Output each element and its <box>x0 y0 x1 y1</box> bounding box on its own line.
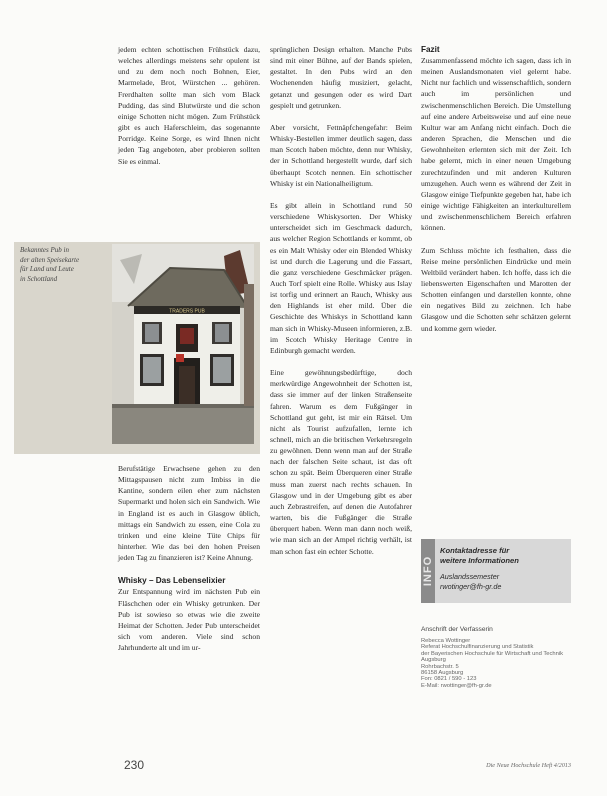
text-column-1-top <box>118 44 260 167</box>
text-column-2 <box>270 44 412 557</box>
text-column-3 <box>421 44 571 334</box>
address-line: E-Mail: rwottinger@fh-gr.de <box>421 682 492 689</box>
paragraph: Berufstätige Erwachsene gehen zu den Mittagspausen nicht zum Imbiss in die Kantine, sondern eilen eher zum nächsten Supermarkt und holen sich ein Sandwich. Wie in England ist es auch in Glasgow üblich, mittags ein Sandwich zu essen, eine Cola zu trinken und eine kleine Tüte Chips für hinterher. Wie das bei den hohen Preisen jeden Tag zu finanzieren ist? Keine Ahnung. <box>118 464 260 563</box>
paragraph: Aber vorsicht, Fettnäpfchengefahr: Beim Whisky-Bestellen immer deutlich sagen, dass man Scotch haben möchte, denn nur Whisky, der in Schottland hergestellt wurde, darf sich überhaupt Scotch nennen. Ein schottischer Whisky ist ein Nationalheiligtum. <box>270 122 412 188</box>
page-number: 230 <box>124 758 145 772</box>
section-heading-whisky: Whisky – Das Lebenselixier <box>118 576 226 586</box>
address-heading: Anschrift der Verfasserin <box>421 626 493 633</box>
author-address <box>421 625 571 689</box>
text-column-1-bottom <box>118 463 260 653</box>
section-heading-fazit: Fazit <box>421 45 440 54</box>
paragraph: Zur Entspannung wird im nächsten Pub ein Fläschchen oder ein Whisky getrunken. Der Pub ist sowieso so etwas wie die zweite Heimat der Schotten. Jeder Pub unterscheidet sich vom anderen. Viele sind schon Jahrhunderte alt und im ur- <box>118 587 260 653</box>
journal-name: Die Neue Hochschule Heft 4/2013 <box>486 762 571 769</box>
paragraph: Zusammenfassend möchte ich sagen, dass ich in meinen Auslandsmonaten viel gelernt habe. Nicht nur fachlich und wissenschaftlich, sondern auch im persönlichen und zwischenmenschlichen Bereich. Die Umstellung auf eine andere Arbeitsweise und auf eine neue Kultur war am Anfang nicht einfach. Doch die anderen Sprachen, die Menschen und die Gewohnheiten erlernten sich mit der Zeit. Ich habe gelernt, mich in einer neuen Umgebung zurechtzufinden und mit anderen Kulturen umzugehen. Auch wenn es während der Zeit in Glasgow einige Tiefpunkte gegeben hat, habe ich einige wichtige Fähigkeiten an interkulturellem und zwischenmenschlichem Bereich erfahren können. <box>421 56 571 233</box>
address-line: Rebecca Wottinger <box>421 638 471 644</box>
info-title-line-1: Kontaktadresse für <box>440 546 510 555</box>
address-line: Fon: 0821 / 590 - 123 <box>421 676 477 683</box>
paragraph: Es gibt allein in Schottland rund 50 verschiedene Whiskysorten. Der Whisky unterscheidet sich im Geschmack dadurch, aus welcher Region Schottlands er kommt, ob es ein Malt Whisky oder ein Blended Whisky ist und durch die Lagerung und die Fassart, die ganz verschiedene Geschmäcker prägen. Auch Torf spielt eine Rolle. Whisky aus Islay ist torfig und erinnert an Rauch, Whisky aus den Highlands ist eher mild. Über die Geschichte des Whiskys in Schottland kann man sich in Whisky-Museen informieren, z.B. im Scotch Whisky Heritage Centre in Edinburgh gemacht werden. <box>270 200 412 355</box>
info-tab <box>421 539 435 603</box>
pub-photo <box>112 244 254 444</box>
info-contact-line-1: Auslandssemester <box>440 572 500 581</box>
info-contact-email: rwotinger@fh-gr.de <box>440 582 502 591</box>
paragraph: Zum Schluss möchte ich festhalten, dass die Reise meine persönlichen Eindrücke und mein Weltbild verändert haben. Ich hoffe, dass ich die liebenswerten Eigenschaften und Marotten der Schotten einfangen und darstellen konnte, ohne ein negatives Bild zu zeichnen. Ich habe Glasgow und die Schotten sehr schätzen gelernt und komme gern wieder. <box>421 245 571 333</box>
info-title-line-2: weitere Informationen <box>440 556 519 565</box>
info-box <box>421 539 571 603</box>
photo-caption: Bekanntes Pub in der alten Speisekarte für Land und Leute in Schottland <box>20 246 80 283</box>
pub-sign-text: TRADERS PUB <box>169 308 205 315</box>
address-line: 86158 Augsburg <box>421 670 464 677</box>
paragraph: Eine gewöhnungsbedürftige, doch merkwürdige Angewohnheit der Schotten ist, dass sie immer auf der linken Straßenseite fahren. Warum es dem Fußgänger in Schottland gut geht, ist mir ein Rätsel. Um nicht als Tourist aufzufallen, lernte ich schnell, mich an die britischen Verkehrsregeln zu gewöhnen. Denn wenn man auf der Straße nach der falschen Seite schaut, ist das oft schon zu spät. Beim Überqueren einer Straße muss man zuerst nach rechts schauen. In Glasgow und in der Umgebung gibt es aber auch Zebrastreifen, auf denen die Autofahrer warten, bis die Fußgänger die Straße überquert haben. Wenn man dann noch weiß, wie man sich an der Ampel richtig verhält, ist man schon fast ein echter Schotte. <box>270 368 412 556</box>
info-tab-label: INFO <box>422 555 435 587</box>
address-line: Rohrbachstr. 5 <box>421 663 459 670</box>
photo-panel <box>14 242 260 454</box>
paragraph: sprünglichen Design erhalten. Manche Pubs sind mit einer Bühne, auf der Bands spielen, gestaltet. In den Pubs wird an den Wochenenden häufig musiziert, gelacht, getanzt und gesungen oder es wird Dart gespielt und getrunken. <box>270 45 412 110</box>
paragraph: jedem echten schottischen Frühstück dazu, welches allerdings meistens sehr opulent ist und zu dem noch noch Bohnen, Eier, Marmelade, Brot, Würstchen ... gehören. Frerdhalten sollte man sich vom Black Pudding, das sind Blutwürste und die schon einige Schotten nicht mögen. Zum Frühstück gibt es auch Haferschleim, das sogenannte Porridge. Keine Sorge, es wird Ihnen nicht jeden Tag angeboten, aber probieren sollten Sie es einmal. <box>118 45 260 166</box>
address-line: Referat Hochschulfinanzierung und Statistik <box>421 644 534 651</box>
address-line: der Bayerischen Hochschule für Wirtschaft und Technik Augsburg <box>421 650 563 664</box>
